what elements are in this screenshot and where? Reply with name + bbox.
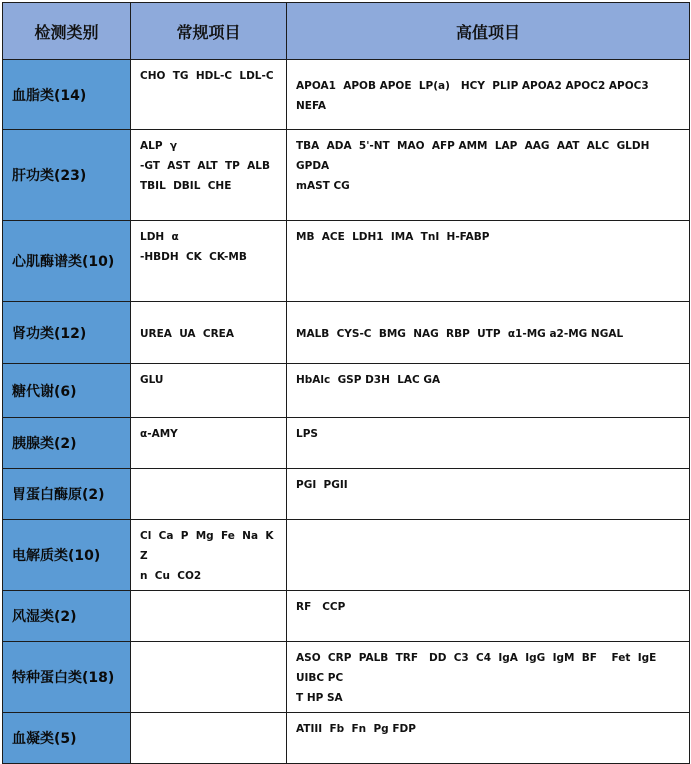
routine-items-cell bbox=[131, 713, 287, 764]
header-routine-items: 常规项目 bbox=[131, 3, 287, 60]
table-row bbox=[3, 418, 690, 469]
routine-items-cell bbox=[131, 60, 287, 130]
table-row bbox=[3, 469, 690, 520]
high-value-item-line: APOA1 APOB APOE LP(a) HCY PLIP APOA2 APOC2 APOC3 NEFA bbox=[296, 79, 656, 112]
high-value-item-line: mAST CG bbox=[296, 180, 350, 192]
table-row bbox=[3, 642, 690, 713]
high-value-item-line: RF CCP bbox=[296, 601, 346, 613]
category-cell: 血脂类(14) bbox=[3, 60, 131, 130]
routine-item-line: Cl Ca P Mg Fe Na K Z bbox=[140, 530, 278, 562]
detection-table bbox=[2, 2, 690, 764]
high-value-item-line: ASO CRP PALB TRF DD C3 C4 IgA IgG IgM BF Fet IgE UIBC PC bbox=[296, 652, 664, 684]
high-value-items-cell bbox=[287, 302, 690, 364]
high-value-item-line: T HP SA bbox=[296, 692, 343, 704]
category-cell: 电解质类(10) bbox=[3, 520, 131, 591]
category-cell: 血凝类(5) bbox=[3, 713, 131, 764]
high-value-items-cell bbox=[287, 60, 690, 130]
header-high-value-items: 高值项目 bbox=[287, 3, 690, 60]
routine-item-line: CHO TG HDL-C LDL-C bbox=[140, 70, 274, 82]
category-cell: 肝功类(23) bbox=[3, 130, 131, 221]
table-row bbox=[3, 520, 690, 591]
header-category: 检测类别 bbox=[3, 3, 131, 60]
table-row bbox=[3, 591, 690, 642]
routine-item-line: GLU bbox=[140, 374, 164, 386]
category-cell: 胰腺类(2) bbox=[3, 418, 131, 469]
category-cell: 风湿类(2) bbox=[3, 591, 131, 642]
high-value-item-line: HbAlc GSP D3H LAC GA bbox=[296, 374, 441, 386]
routine-item-line: -GT AST ALT TP ALB bbox=[140, 160, 270, 172]
high-value-items-cell bbox=[287, 713, 690, 764]
routine-items-cell bbox=[131, 642, 287, 713]
high-value-item-line: ATIII Fb Fn Pg FDP bbox=[296, 723, 416, 735]
routine-items-cell bbox=[131, 130, 287, 221]
routine-items-cell bbox=[131, 364, 287, 418]
routine-item-line: UREA UA CREA bbox=[140, 327, 234, 340]
high-value-items-cell bbox=[287, 520, 690, 591]
high-value-items-cell bbox=[287, 418, 690, 469]
table-row bbox=[3, 60, 690, 130]
high-value-items-cell bbox=[287, 591, 690, 642]
high-value-items-cell bbox=[287, 642, 690, 713]
routine-items-cell bbox=[131, 418, 287, 469]
routine-items-cell bbox=[131, 469, 287, 520]
high-value-item-line: LPS bbox=[296, 428, 318, 440]
high-value-items-cell bbox=[287, 130, 690, 221]
high-value-items-cell bbox=[287, 221, 690, 302]
high-value-item-line: MALB CYS-C BMG NAG RBP UTP α1-MG a2-MG NGAL bbox=[296, 327, 624, 340]
table-row bbox=[3, 364, 690, 418]
routine-item-line: ALP γ bbox=[140, 140, 177, 152]
table-header bbox=[3, 3, 690, 60]
category-cell: 胃蛋白酶原(2) bbox=[3, 469, 131, 520]
routine-item-line: LDH α bbox=[140, 231, 179, 243]
high-value-item-line: MB ACE LDH1 IMA TnI H-FABP bbox=[296, 231, 490, 243]
detection-table-container bbox=[2, 2, 689, 764]
category-cell: 特种蛋白类(18) bbox=[3, 642, 131, 713]
routine-item-line: -HBDH CK CK-MB bbox=[140, 251, 247, 263]
table-body bbox=[3, 60, 690, 764]
routine-items-cell bbox=[131, 221, 287, 302]
routine-item-line: α-AMY bbox=[140, 428, 178, 440]
routine-items-cell bbox=[131, 302, 287, 364]
routine-item-line: n Cu CO2 bbox=[140, 570, 202, 582]
category-cell: 糖代谢(6) bbox=[3, 364, 131, 418]
category-cell: 肾功类(12) bbox=[3, 302, 131, 364]
high-value-items-cell bbox=[287, 364, 690, 418]
high-value-item-line: TBA ADA 5'-NT MAO AFP AMM LAP AAG AAT ALC GLDH GPDA bbox=[296, 140, 661, 172]
routine-items-cell bbox=[131, 591, 287, 642]
routine-item-line: TBIL DBIL CHE bbox=[140, 180, 232, 192]
table-row bbox=[3, 130, 690, 221]
category-cell: 心肌酶谱类(10) bbox=[3, 221, 131, 302]
high-value-items-cell bbox=[287, 469, 690, 520]
high-value-item-line: PGI PGII bbox=[296, 479, 348, 491]
table-row bbox=[3, 302, 690, 364]
routine-items-cell bbox=[131, 520, 287, 591]
table-row bbox=[3, 221, 690, 302]
table-row bbox=[3, 713, 690, 764]
header-row bbox=[3, 3, 690, 60]
